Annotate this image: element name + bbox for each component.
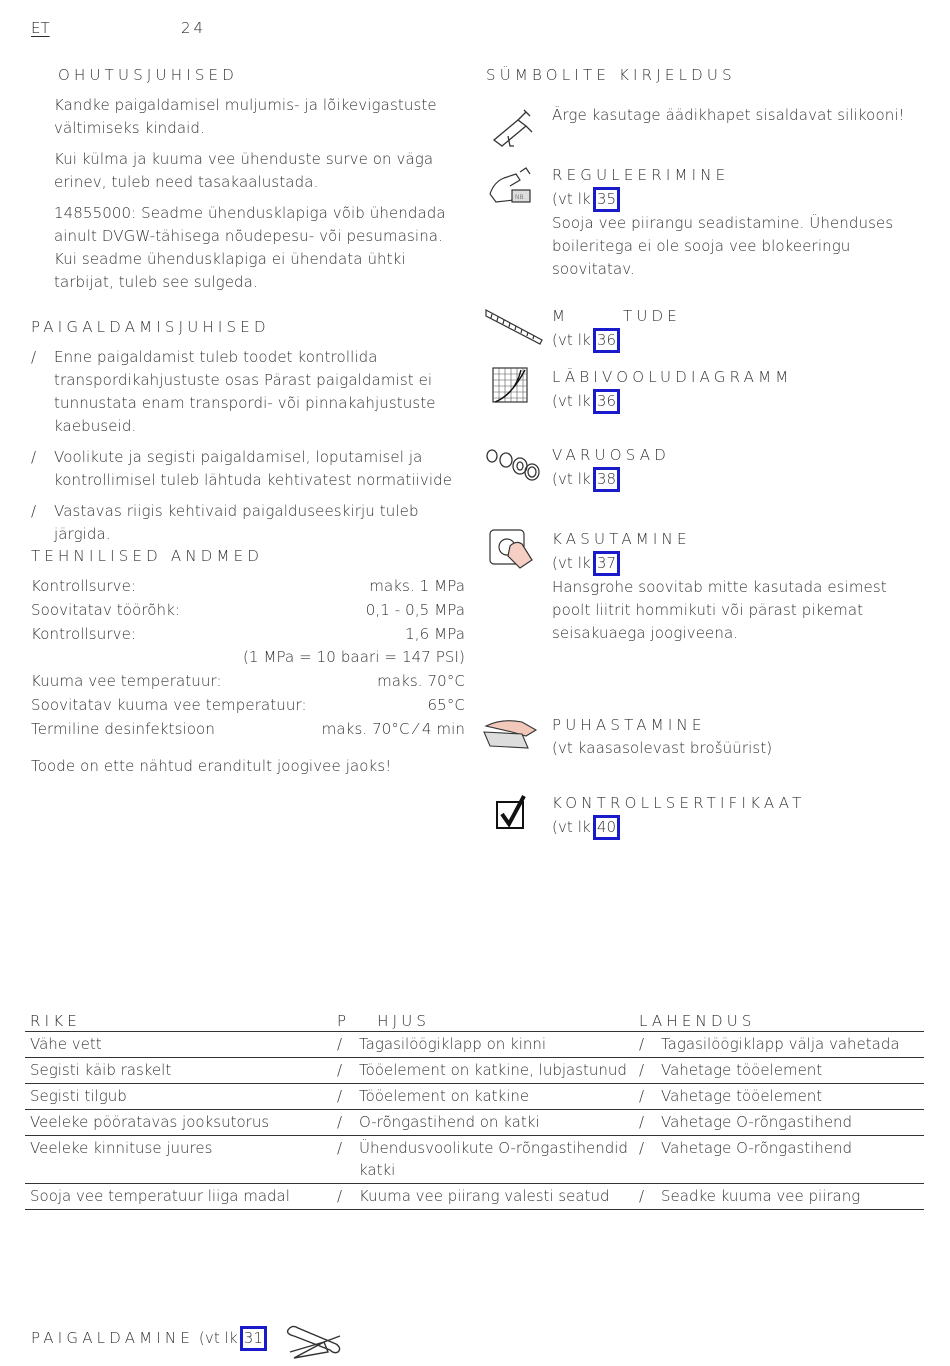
regulate-title: REGULEERIMINE [552,166,730,184]
cause-cell: / O-rõngastihend on katki [332,1110,634,1136]
ruler-icon [484,304,540,352]
problem-cell: Veeleke kinnituse juures [25,1136,332,1184]
page-link[interactable]: 36 [593,389,620,414]
solution-cell: / Vahetage tööelement [634,1084,924,1110]
cleaning-title: PUHASTAMINE [552,716,706,734]
silicone-warning: Ärge kasutage äädikhapet sisaldavat silikooni! [552,106,905,124]
problem-cell: Segisti käib raskelt [25,1058,332,1084]
page-link[interactable]: 35 [593,187,620,212]
footer-installation: PAIGALDAMINE (vt lk 31 [31,1326,267,1351]
silicone-gun-icon [488,102,544,150]
cert-title: KONTROLLSERTIFIKAAT [552,794,806,812]
adjust-hand-icon [486,164,542,212]
tech-note: Toode on ette nähtud eranditult joogivee jaoks! [31,757,392,775]
cleaning-section [552,714,927,760]
solution-cell: / Seadke kuuma vee piirang [634,1184,924,1210]
usage-title: KASUTAMINE [552,530,691,548]
footer-title: PAIGALDAMINE [31,1329,195,1347]
symbols-title: SÜMBOLITE KIRJELDUS [486,66,736,84]
language-code: ET [31,19,50,37]
list-item: / Voolikute ja segisti paigaldamisel, loputamisel ja kontrollimisel tuleb lähtuda kehtivatest normatiivide [31,448,453,489]
solution-cell: / Tagasilöögiklapp välja vahetada [634,1032,924,1058]
spec-row: Kontrollsurve: maks. 1 MPa [31,577,465,595]
cause-cell: / Kuuma vee piirang valesti seatud [332,1184,634,1210]
problem-cell: Veeleke pööratavas jooksutorus [25,1110,332,1136]
safety-paragraph: 14855000: Seadme ühendusklapiga võib ühendada ainult DVGW-tähisega nõudepesu- või pesumasina. Kui seadme ühendusklapiga ei ühendata ühtki tarbijat, tuleb see sulgeda. [54,204,446,291]
measure-section [552,305,927,353]
spec-row: Termiline desinfektsioon maks. 70°C ⁄ 4 min [31,719,465,738]
page-link[interactable]: 36 [593,328,620,353]
parts-section [552,444,927,492]
table-row [25,1032,924,1058]
tech-title: TEHNILISED ANDMED [31,547,264,565]
safety-section [54,94,464,294]
parts-ref: (vt lk 38 [552,467,927,492]
column-header: P HJUS [332,1008,634,1032]
solution-cell: / Vahetage O-rõngastihend [634,1136,924,1184]
spec-row: Kontrollsurve: 1,6 MPa [31,624,465,643]
measure-title: M TUDE [552,307,681,325]
parts-title: VARUOSAD [552,446,670,464]
checkbox-icon [494,794,550,842]
table-row [25,1058,924,1084]
spec-row: (1 MPa = 10 baari = 147 PSI) [242,648,465,667]
column-header: RIKE [25,1008,332,1032]
flow-title: LÄBIVOOLUDIAGRAMM [552,368,793,386]
safety-paragraph: Kandke paigaldamisel muljumis- ja lõikevigastuste vältimiseks kindaid. [54,96,437,137]
safety-paragraph: Kui külma ja kuuma vee ühenduste surve on väga erinev, tuleb need tasakaalustada. [54,150,434,191]
usage-section [552,528,927,645]
table-row [25,1084,924,1110]
page-link[interactable]: 40 [593,815,620,840]
table-row [25,1110,924,1136]
page-number: 24 [181,19,207,37]
flow-ref: (vt lk 36 [552,389,927,414]
cleaning-ref: (vt kaasasolevast brošüürist) [552,739,773,757]
problem-cell: Vähe vett [25,1032,332,1058]
flow-section [552,366,927,414]
regulate-text: Sooja vee piirangu seadistamine. Ühenduses boileritega ei ole sooja vee blokeeringu soovitatav. [552,214,894,278]
usage-text: Hansgrohe soovitab mitte kasutada esimest poolt liitrit hommikuti või pärast pikemat seisakuaega joogiveena. [552,578,887,642]
install-title: PAIGALDAMISJUHISED [31,318,270,336]
problem-cell: Sooja vee temperatuur liiga madal [25,1184,332,1210]
install-list [31,346,461,554]
problem-cell: Segisti tilgub [25,1084,332,1110]
table-row [25,1184,924,1210]
cause-cell: / Tööelement on katkine [332,1084,634,1110]
cert-ref: (vt lk 40 [552,815,927,840]
column-header: LAHENDUS [634,1008,924,1032]
svg-text:NB: NB [515,194,524,201]
spec-row: Soovitatav kuuma vee temperatuur: 65°C [31,695,465,714]
list-item: / Enne paigaldamist tuleb toodet kontrollida transpordikahjustuste osas Pärast paigaldamist ei tunnustata enam transpordi- või pinnakahjustuste kaebuseid. [31,348,436,435]
spec-row: Kuuma vee temperatuur: maks. 70°C [31,672,465,691]
regulate-ref: (vt lk 35 [552,187,927,212]
usage-ref: (vt lk 37 [552,551,927,576]
spare-parts-icon [484,444,540,492]
cleaning-cloth-icon [482,712,538,760]
page-link[interactable]: 37 [593,551,620,576]
cert-section [552,792,927,840]
solution-cell: / Vahetage O-rõngastihend [634,1110,924,1136]
list-item: / Vastavas riigis kehtivaid paigalduseeskirju tuleb järgida. [31,502,419,543]
page-link[interactable]: 31 [240,1326,267,1351]
flow-diagram-icon [491,366,547,414]
cause-cell: / Tööelement on katkine, lubjastunud [332,1058,634,1084]
safety-title: OHUTUSJUHISED [58,66,238,84]
tech-specs [31,575,465,742]
solution-cell: / Vahetage tööelement [634,1058,924,1084]
page-link[interactable]: 38 [593,467,620,492]
measure-ref: (vt lk 36 [552,328,927,353]
cause-cell: / Ühendusvoolikute O-rõngastihendid katki [332,1136,634,1184]
hand-knob-icon [486,526,542,574]
spec-row: Soovitatav töörõhk: 0,1 - 0,5 MPa [31,600,465,619]
table-row [25,1136,924,1184]
cause-cell: / Tagasilöögiklapp on kinni [332,1032,634,1058]
wrench-screwdriver-icon [284,1322,344,1362]
table-header [25,1008,924,1032]
fault-table [25,1008,924,1210]
regulate-section [552,164,927,281]
